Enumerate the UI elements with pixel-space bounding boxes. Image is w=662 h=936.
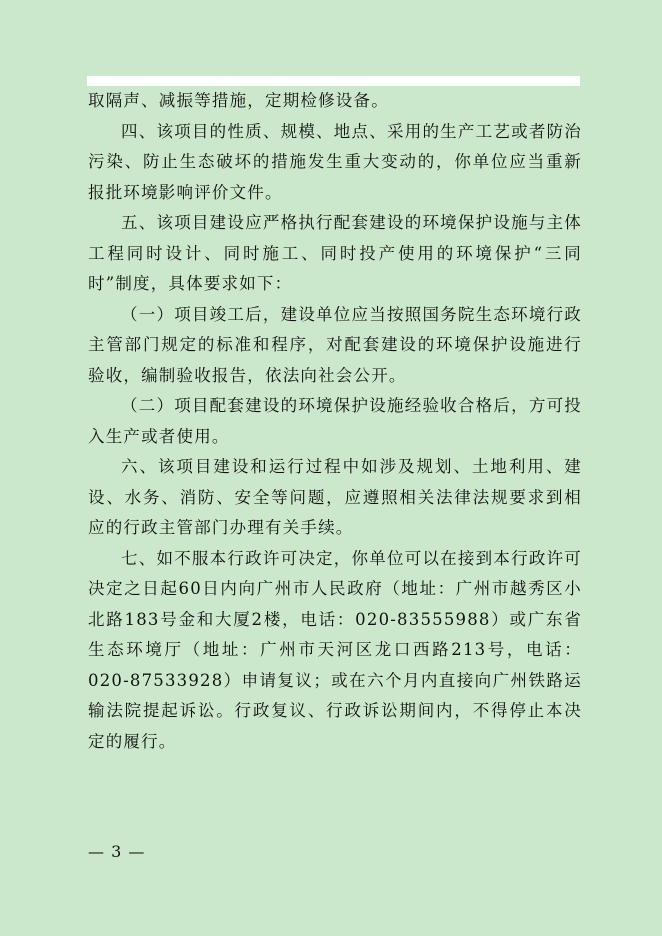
document-body xyxy=(88,86,582,757)
paragraph-item-five: 五、该项目建设应严格执行配套建设的环境保护设施与主体工程同时设计、同时施工、同时投产使用的环境保护“三同时”制度，具体要求如下： xyxy=(88,213,582,293)
paragraph-item-five-sub-one: （一）项目竣工后，建设单位应当按照国务院生态环境行政主管部门规定的标准和程序，对配套建设的环境保护设施进行验收，编制验收报告，依法向社会公开。 xyxy=(88,304,582,385)
paragraph-continuation: 取隔声、减振等措施，定期检修设备。 xyxy=(88,91,389,110)
top-strip xyxy=(87,76,580,86)
page-number: — 3 — xyxy=(88,842,146,861)
paragraph-item-six: 六、该项目建设和运行过程中如涉及规划、土地利用、建设、水务、消防、安全等问题，应遵照相关法律法规要求到相应的行政主管部门办理有关手续。 xyxy=(88,457,582,537)
paragraph-item-seven: 七、如不服本行政许可决定，你单位可以在接到本行政许可决定之日起60日内向广州市人民政府（地址：广州市越秀区小北路183号金和大厦2楼，电话：020-83555988）或广东省生态环境厅（地址：广州市天河区龙口西路213号，电话：020-87533928）申请复议；或在六个月内直接向广州铁路运输法院提起诉讼。行政复议、行政诉讼期间内，不得停止本决定的履行。 xyxy=(88,548,582,751)
paragraph-item-five-sub-two: （二）项目配套建设的环境保护设施经验收合格后，方可投入生产或者使用。 xyxy=(88,396,582,446)
paragraph-item-four: 四、该项目的性质、规模、地点、采用的生产工艺或者防治污染、防止生态破坏的措施发生重大变动的，你单位应当重新报批环境影响评价文件。 xyxy=(88,121,582,202)
